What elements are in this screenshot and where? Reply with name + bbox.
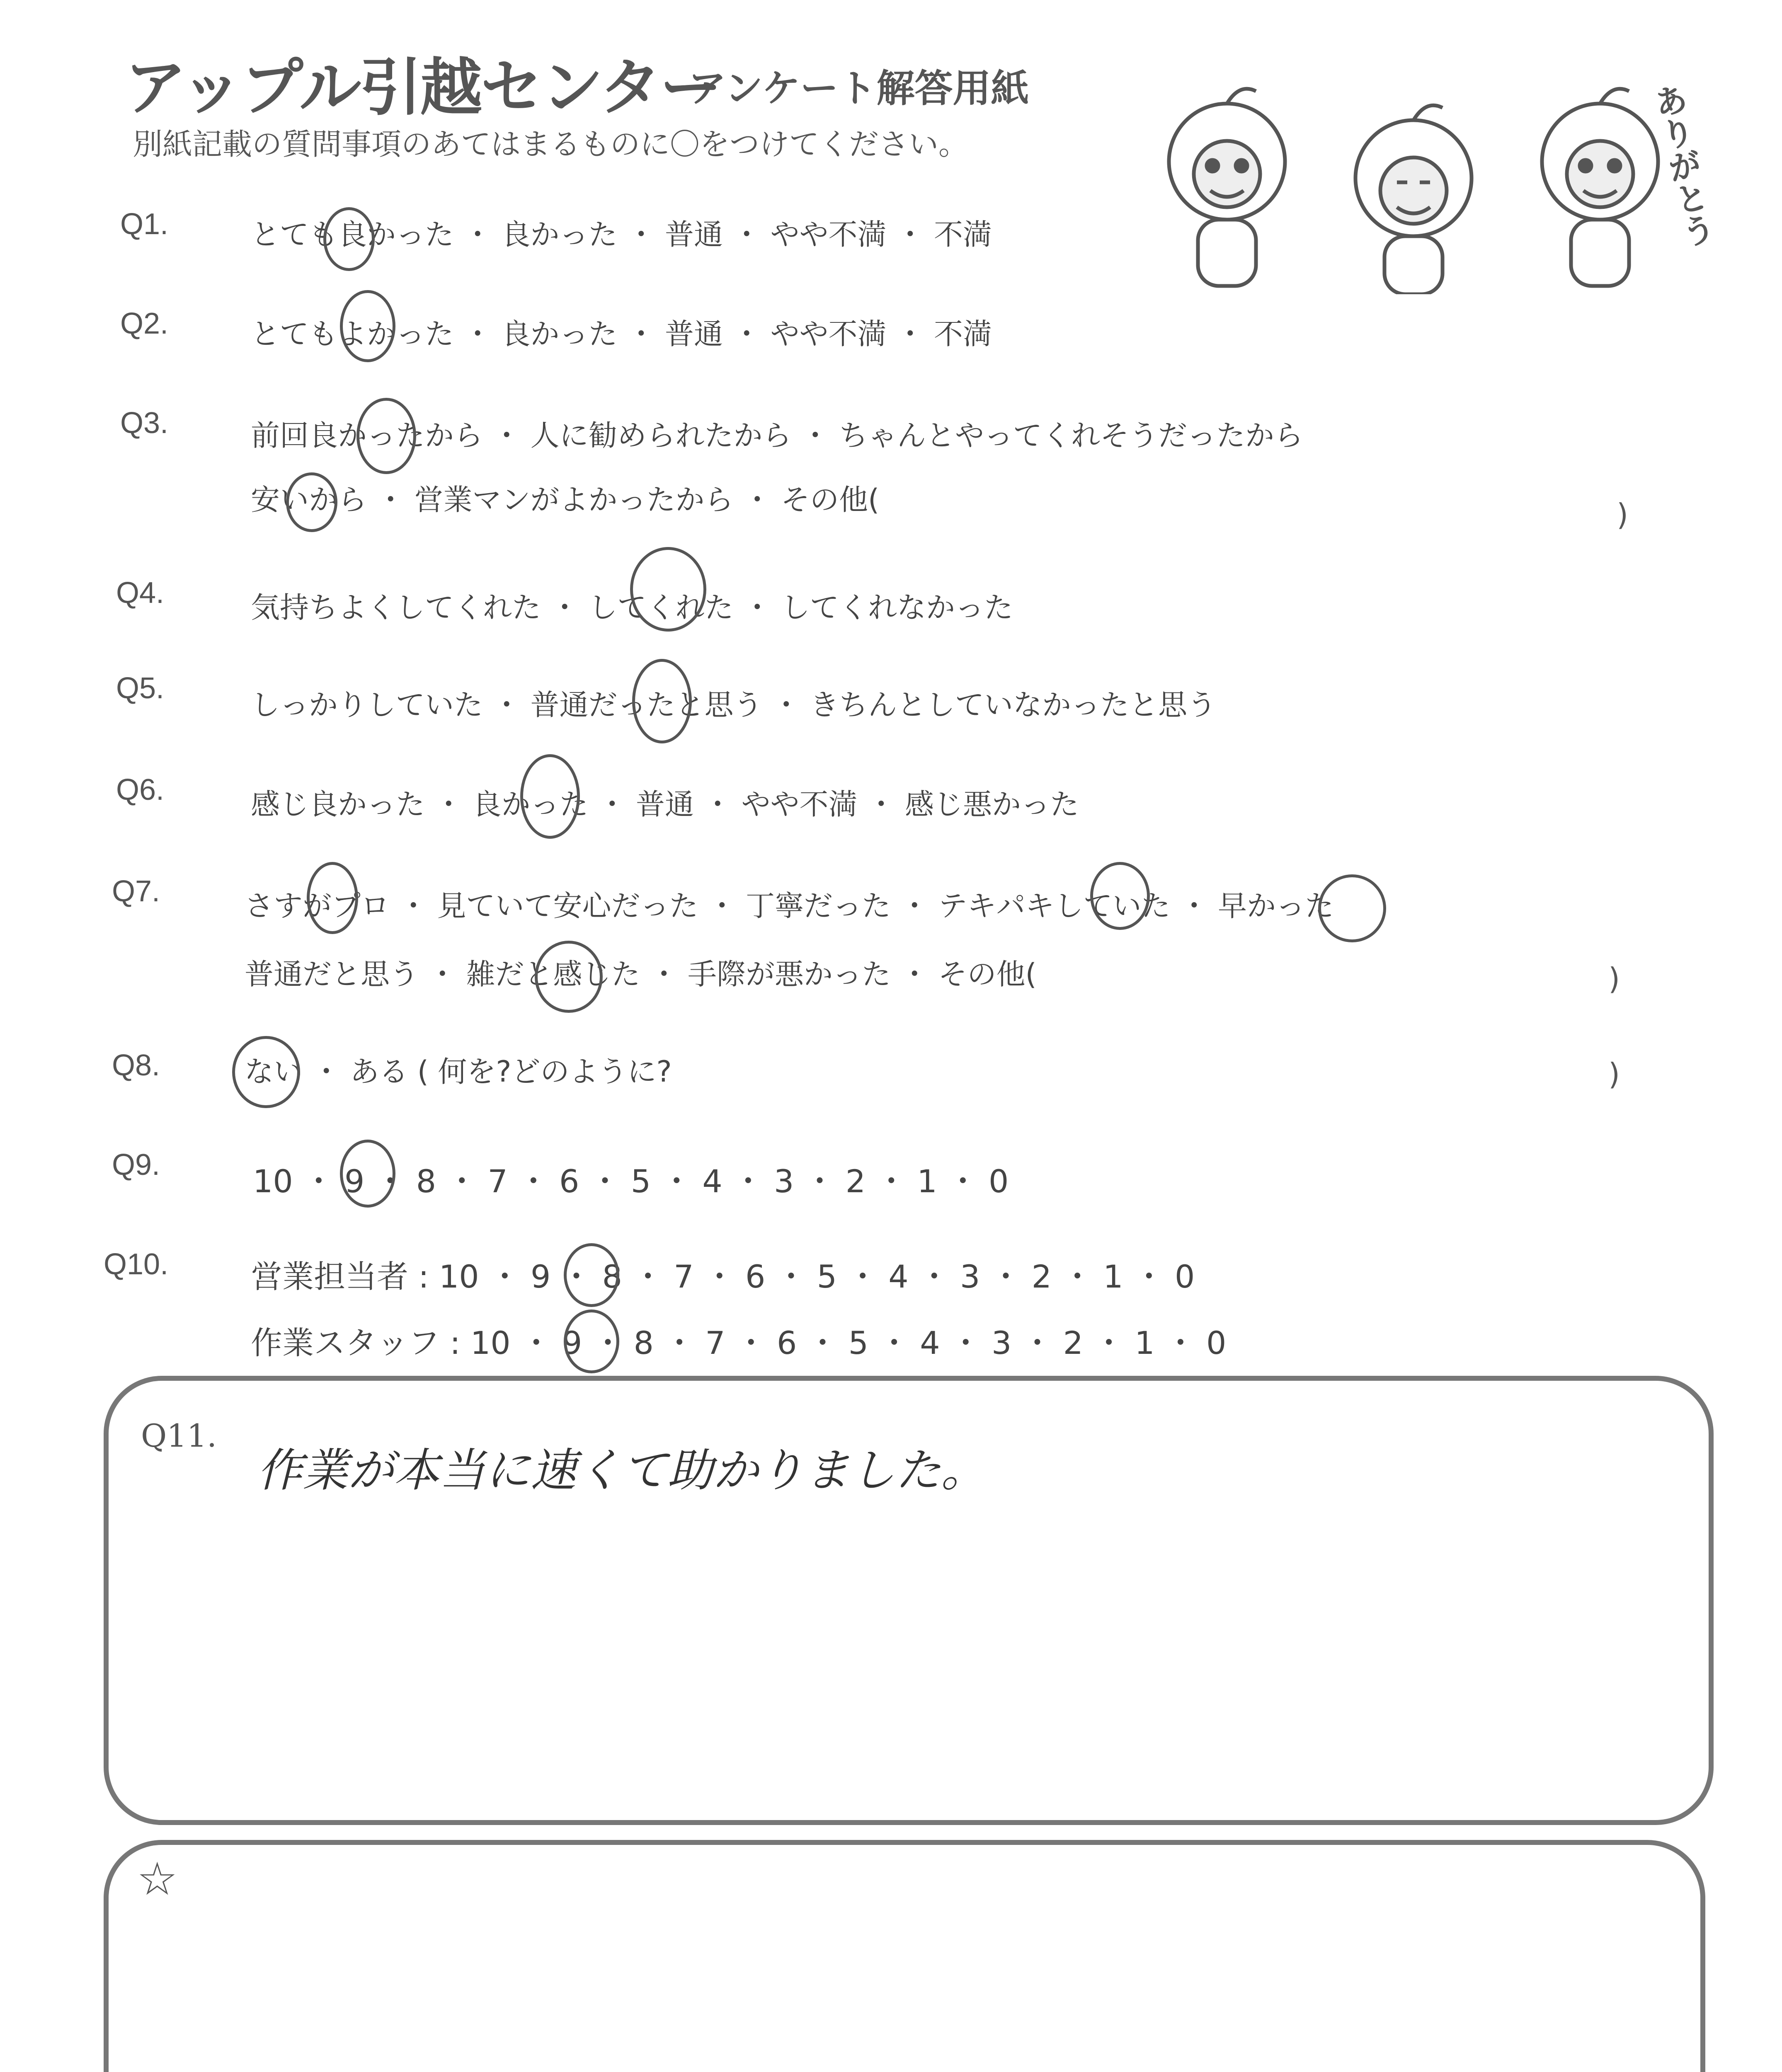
q3-close-paren: ) xyxy=(1617,497,1629,532)
q10-sales-scale: 営業担当者 : 10 ・ 9 ・ 8 ・ 7 ・ 6 ・ 5 ・ 4 ・ 3 ・ 2 ・ 1 ・ 0 xyxy=(251,1258,1195,1295)
q2-answer-circle xyxy=(340,290,395,362)
mascot-caption: ありがとう xyxy=(1646,80,1718,251)
q3-options-line2: 安いから ・ 営業マンがよかったから ・ その他( xyxy=(251,483,880,517)
q5-answer-circle xyxy=(632,659,692,743)
q10-staff-scale: 作業スタッフ : 10 ・ 9 ・ 8 ・ 7 ・ 6 ・ 5 ・ 4 ・ 3 ・ 2 ・ 1 ・ 0 xyxy=(251,1324,1227,1361)
free-comment-box xyxy=(104,1840,1705,2072)
q6-number: Q6. xyxy=(116,773,165,806)
q2-number: Q2. xyxy=(120,307,169,340)
q5-options: しっかりしていた ・ 普通だったと思う ・ きちんとしていなかったと思う xyxy=(251,688,1217,722)
q10-staff-answer-circle xyxy=(564,1310,619,1373)
q7-answer-circle-4 xyxy=(535,941,603,1013)
q8-close-paren: ) xyxy=(1608,1057,1620,1092)
monkey-mascots-illustration xyxy=(1144,62,1716,294)
q1-answer-circle xyxy=(323,207,375,271)
q8-options: ない ・ ある ( 何を?どのように? xyxy=(245,1055,672,1089)
q6-options: 感じ良かった ・ 良かった ・ 普通 ・ やや不満 ・ 感じ悪かった xyxy=(251,787,1079,821)
q7-answer-circle-3 xyxy=(1318,874,1386,942)
q3-answer-circle xyxy=(356,398,416,474)
q4-number: Q4. xyxy=(116,576,165,610)
q7-number: Q7. xyxy=(112,875,160,908)
q7-options-line1: さすがプロ ・ 見ていて安心だった ・ 丁寧だった ・ テキパキしていた ・ 早かった xyxy=(245,889,1334,923)
q7-answer-circle-1 xyxy=(307,862,358,934)
star-label: ☆ xyxy=(137,1852,178,1905)
q1-number: Q1. xyxy=(120,208,169,241)
q2-options: とてもよかった ・ 良かった ・ 普通 ・ やや不満 ・ 不満 xyxy=(251,317,992,351)
q3-options-line1: 前回良かったから ・ 人に勧められたから ・ ちゃんとやってくれそうだったから xyxy=(251,419,1304,453)
q8-number: Q8. xyxy=(112,1049,160,1082)
q9-scale: 10 ・ 9 ・ 8 ・ 7 ・ 6 ・ 5 ・ 4 ・ 3 ・ 2 ・ 1 ・ 0 xyxy=(253,1163,1009,1200)
q3-number: Q3. xyxy=(120,407,169,440)
q8-answer-circle xyxy=(232,1036,300,1108)
instruction-text: 別紙記載の質問事項のあてはまるものに〇をつけてください。 xyxy=(133,127,969,162)
q10-number: Q10. xyxy=(104,1248,169,1281)
q7-answer-circle-2 xyxy=(1090,862,1150,930)
q4-answer-circle xyxy=(630,547,706,632)
q9-answer-circle xyxy=(340,1140,395,1208)
form-subtitle: アンケート解答用紙 xyxy=(688,66,1029,111)
q1-options: とても良かった ・ 良かった ・ 普通 ・ やや不満 ・ 不満 xyxy=(251,218,992,252)
q11-label: Q11. xyxy=(141,1417,217,1454)
q5-number: Q5. xyxy=(116,672,165,705)
q6-answer-circle xyxy=(520,754,580,839)
q9-number: Q9. xyxy=(112,1148,160,1181)
form-title: アップル引越センター xyxy=(124,52,720,124)
q4-options: 気持ちよくしてくれた ・ してくれた ・ してくれなかった xyxy=(251,591,1013,625)
q7-close-paren: ) xyxy=(1608,961,1620,996)
q10-sales-answer-circle xyxy=(564,1243,619,1307)
q3-answer-circle-2 xyxy=(286,472,337,532)
q11-handwritten-answer: 作業が本当に速くて助かりました。 xyxy=(257,1444,987,1497)
q7-options-line2: 普通だと思う ・ 雑だと感じた ・ 手際が悪かった ・ その他( xyxy=(245,957,1037,991)
